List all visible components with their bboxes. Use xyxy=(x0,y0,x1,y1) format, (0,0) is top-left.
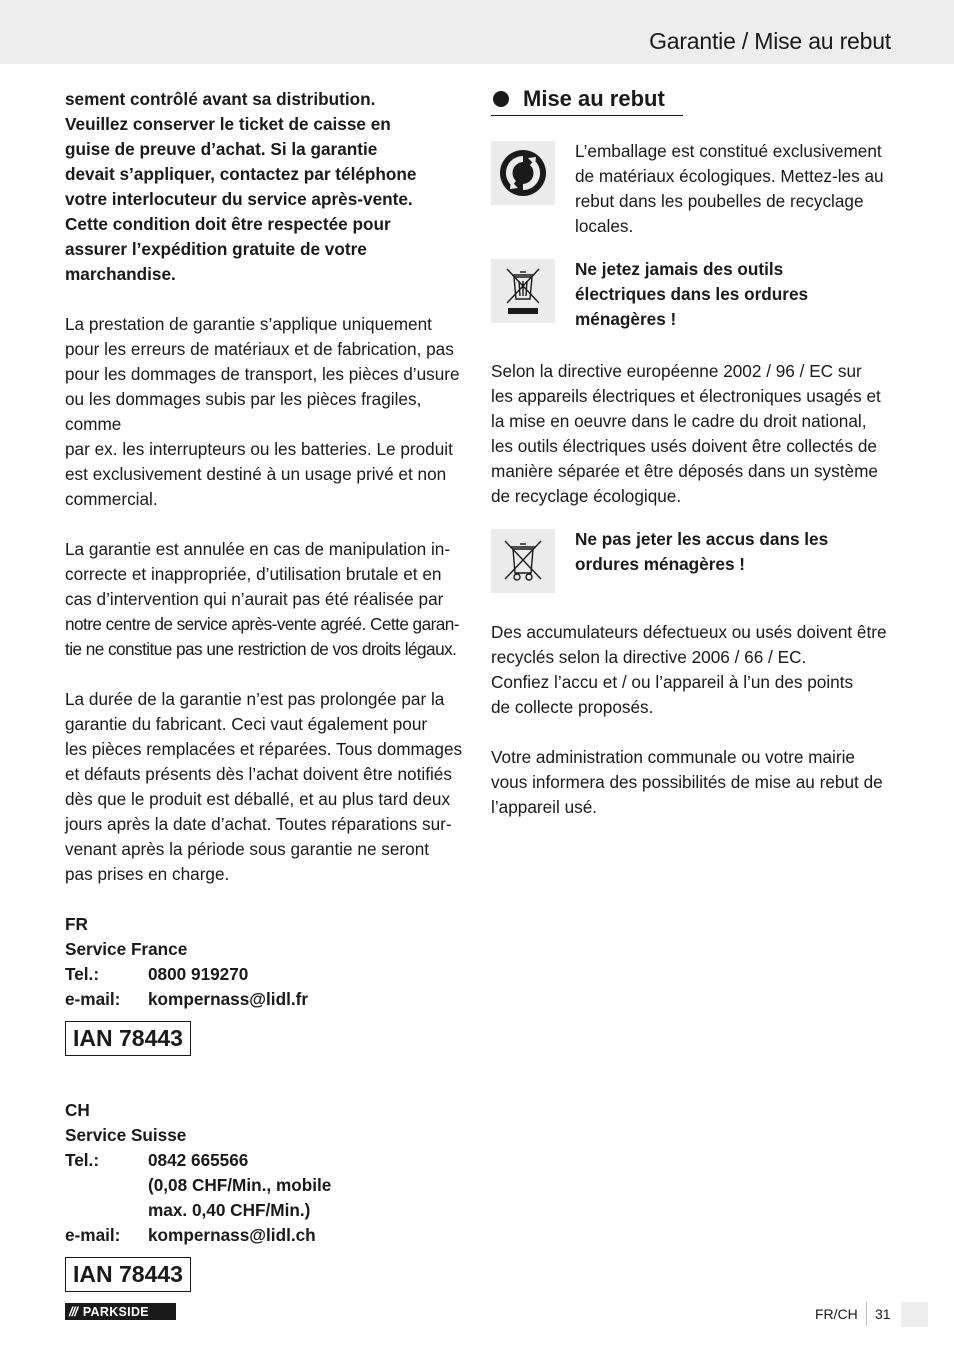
warranty-scope-paragraph xyxy=(65,312,465,512)
text-line: L’emballage est constitué exclusivement xyxy=(575,141,882,161)
email-address: kompernass@lidl.ch xyxy=(148,1225,316,1245)
tel-note: max. 0,40 CHF/Min.) xyxy=(148,1200,311,1220)
email-label: e-mail: xyxy=(65,1225,121,1245)
page-number: 31 xyxy=(875,1306,891,1322)
tel-label: Tel.: xyxy=(65,1150,100,1170)
text-line: pour les dommages de transport, les pièces d’usure xyxy=(65,364,460,384)
ian-box: IAN 78443 xyxy=(65,1257,191,1292)
email-address: kompernass@lidl.fr xyxy=(148,989,309,1009)
text-line: ménagères ! xyxy=(575,309,677,329)
text-line: les appareils électriques et électroniques usagés et xyxy=(491,386,881,406)
text-line: Des accumulateurs défectueux ou usés doivent être xyxy=(491,622,887,642)
text-line: garantie du fabricant. Ceci vaut également pour xyxy=(65,714,428,734)
page-header xyxy=(0,0,954,64)
text-line: dès que le produit est déballé, et au plus tard deux xyxy=(65,789,451,809)
text-line: pour les erreurs de matériaux et de fabrication, pas xyxy=(65,339,454,359)
tools-disposal-block xyxy=(491,259,891,332)
text-line: tie ne constitue pas une restriction de vos droits légaux. xyxy=(65,639,457,659)
email-label: e-mail: xyxy=(65,989,121,1009)
packaging-block xyxy=(491,141,891,239)
text-line: La garantie est annulée en cas de manipulation in- xyxy=(65,539,451,559)
text-line: ou les dommages subis par les pièces fragiles, comme xyxy=(65,389,422,434)
text-line: ordures ménagères ! xyxy=(575,554,746,574)
service-france xyxy=(65,912,465,1056)
warranty-void-paragraph xyxy=(65,537,465,662)
tel-label: Tel.: xyxy=(65,964,100,984)
text-line: rebut dans les poubelles de recyclage xyxy=(575,191,864,211)
administration-paragraph xyxy=(491,745,891,820)
section-heading-text: Mise au rebut xyxy=(523,86,665,111)
bullet-icon xyxy=(493,91,509,107)
text-line: électriques dans les ordures xyxy=(575,284,809,304)
battery-disposal-block xyxy=(491,529,891,593)
parkside-logo xyxy=(65,1303,176,1320)
page-tab xyxy=(901,1302,928,1327)
text-line: La prestation de garantie s’applique uniquement xyxy=(65,314,432,334)
page-title: Garantie / Mise au rebut xyxy=(649,28,891,54)
logo-text: PARKSIDE xyxy=(82,1304,149,1319)
weee-directive-paragraph xyxy=(491,359,891,509)
text-line: Votre administration communale ou votre mairie xyxy=(491,747,855,767)
packaging-text xyxy=(575,139,884,239)
left-column xyxy=(65,87,465,1292)
text-line: manière séparée et être déposés dans un système xyxy=(491,461,878,481)
text-line: les outils électriques usés doivent être collectés de xyxy=(491,436,877,456)
battery-directive-paragraph xyxy=(491,620,891,720)
text-line: correcte et inappropriée, d’utilisation brutale et en xyxy=(65,564,442,584)
text-line: de matériaux écologiques. Mettez-les au xyxy=(575,166,884,186)
text-line: venant après la période sous garantie ne seront xyxy=(65,839,430,859)
text-line: Confiez l’accu et / ou l’appareil à l’un des points xyxy=(491,672,854,692)
tel-number: 0800 919270 xyxy=(148,964,249,984)
text-line: La durée de la garantie n’est pas prolongée par la xyxy=(65,689,445,709)
text-line: vous informera des possibilités de mise au rebut de xyxy=(491,772,883,792)
text-line: locales. xyxy=(575,216,634,236)
footer-region: FR/CH xyxy=(815,1306,858,1322)
logo-slashes: /// xyxy=(69,1304,77,1319)
text-line: Cette condition doit être respectée pour xyxy=(65,214,391,234)
text-line: la mise en oeuvre dans le cadre du droit national, xyxy=(491,411,867,431)
text-line: cas d’intervention qui n’aurait pas été réalisée par xyxy=(65,589,444,609)
text-line: sement contrôlé avant sa distribution. xyxy=(65,89,376,109)
text-line: Selon la directive européenne 2002 / 96 / EC sur xyxy=(491,361,862,381)
tel-note: (0,08 CHF/Min., mobile xyxy=(148,1175,332,1195)
green-dot-recycling-icon xyxy=(491,141,555,205)
text-line: devait s’appliquer, contactez par téléphone xyxy=(65,164,417,184)
text-line: par ex. les interrupteurs ou les batteries. Le produit xyxy=(65,439,453,459)
right-column xyxy=(491,87,891,820)
ian-box: IAN 78443 xyxy=(65,1021,191,1056)
text-line: pas prises en charge. xyxy=(65,864,230,884)
crossed-bin-battery-icon xyxy=(491,529,555,593)
tools-warning-text xyxy=(575,257,808,332)
text-line: est exclusivement destiné à un usage privé et non xyxy=(65,464,447,484)
text-line: votre interlocuteur du service après-vente. xyxy=(65,189,413,209)
text-line: marchandise. xyxy=(65,264,176,284)
text-line: Ne jetez jamais des outils xyxy=(575,259,784,279)
text-line: de recyclage écologique. xyxy=(491,486,682,506)
text-line: recyclés selon la directive 2006 / 66 / EC. xyxy=(491,647,807,667)
text-line: l’appareil usé. xyxy=(491,797,598,817)
footer-divider xyxy=(866,1302,867,1326)
country-code: CH xyxy=(65,1100,90,1120)
text-line: de collecte proposés. xyxy=(491,697,654,717)
crossed-bin-icon xyxy=(491,259,555,323)
text-line: assurer l’expédition gratuite de votre xyxy=(65,239,367,259)
section-heading xyxy=(491,84,683,116)
text-line: commercial. xyxy=(65,489,158,509)
text-line: guise de preuve d’achat. Si la garantie xyxy=(65,139,378,159)
text-line: notre centre de service après-vente agréé. Cette garan- xyxy=(65,614,459,634)
country-code: FR xyxy=(65,914,88,934)
text-line: et défauts présents dès l’achat doivent être notifiés xyxy=(65,764,452,784)
text-line: Ne pas jeter les accus dans les xyxy=(575,529,829,549)
tel-number: 0842 665566 xyxy=(148,1150,249,1170)
service-name: Service France xyxy=(65,939,188,959)
warranty-intro xyxy=(65,87,465,287)
service-name: Service Suisse xyxy=(65,1125,187,1145)
text-line: jours après la date d’achat. Toutes réparations sur- xyxy=(65,814,452,834)
battery-warning-text xyxy=(575,527,828,577)
warranty-duration-paragraph xyxy=(65,687,465,887)
text-line: Veuillez conserver le ticket de caisse en xyxy=(65,114,391,134)
service-suisse xyxy=(65,1098,465,1292)
text-line: les pièces remplacées et réparées. Tous dommages xyxy=(65,739,463,759)
